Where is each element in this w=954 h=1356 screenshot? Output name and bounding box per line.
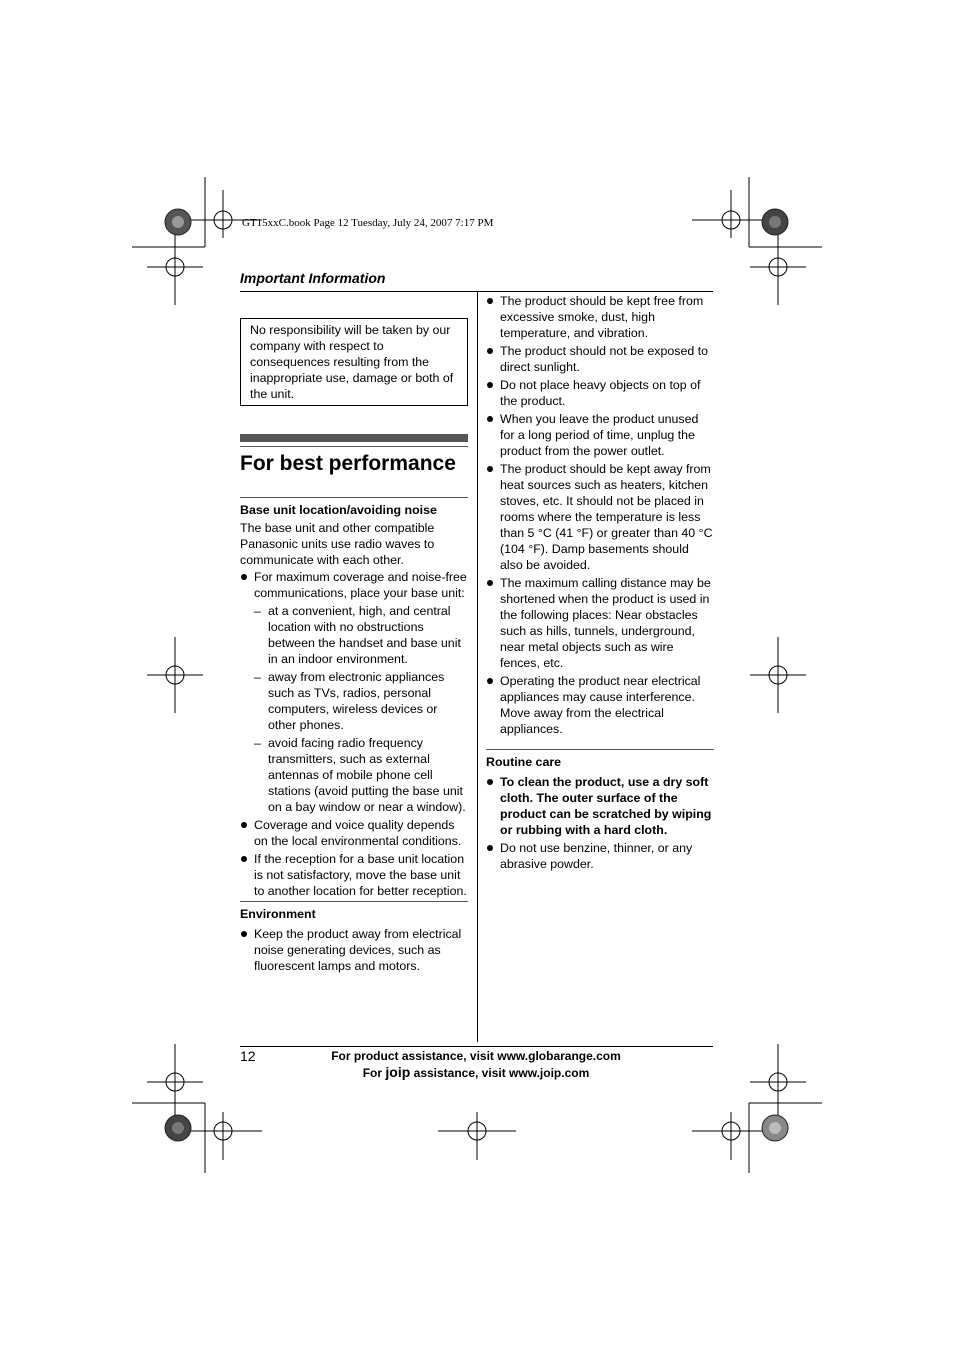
list-item: If the reception for a base unit location is not satisfactory, move the base unit to another location for better reception. [240,851,468,899]
crosshair-left-middle-icon [147,637,203,713]
list-item [254,735,468,815]
dash-mark: – [254,736,261,750]
crosshair-left-lower-icon [147,1044,203,1120]
joip-logo: joip [385,1064,411,1080]
heading-line [240,446,468,447]
base-unit-intro: The base unit and other compatible Panasonic units use radio waves to communicate with each other. [240,521,435,567]
list-item [254,669,468,733]
color-wheel-top-left-icon [165,209,191,235]
list-item: The product should be kept away from heat sources such as heaters, kitchen stoves, etc. It should not be placed in rooms where the temperature is less than 5 °C (41 °F) or greater than 40 °C (104 °F). Damp basements should also be avoided. [486,461,714,573]
footer-line-2-suffix: assistance, visit www.joip.com [413,1066,590,1080]
list-item [254,603,468,667]
color-wheel-top-right-icon [762,209,788,235]
routine-care-list [486,774,714,872]
list-item: Coverage and voice quality depends on the local environmental conditions. [240,817,468,849]
crosshair-bottom-right-icon [692,1112,770,1160]
placement-item-2: away from electronic appliances such as TVs, radios, personal computers, wireless devices or other phones. [268,670,445,732]
crosshair-bottom-center-icon [438,1112,516,1160]
list-item: Do not place heavy objects on top of the product. [486,377,714,409]
list-item: Do not use benzine, thinner, or any abrasive powder. [486,840,714,872]
crosshair-top-left-icon [185,190,262,238]
list-item: The product should be kept free from excessive smoke, dust, high temperature, and vibration. [486,293,714,341]
footer-line-1: For product assistance, visit www.globarange.com [331,1049,621,1063]
routine-care-subheading: Routine care [486,749,714,770]
crosshair-top-right-icon [692,190,770,238]
crosshair-right-middle-icon [750,637,806,713]
heading-bar [240,434,468,442]
page-number: 12 [240,1048,256,1064]
crosshair-right-upper-icon [750,229,806,305]
base-unit-bullet-1: For maximum coverage and noise-free communications, place your base unit: [254,570,467,600]
list-item: The product should not be exposed to direct sunlight. [486,343,714,375]
list-item: Operating the product near electrical appliances may cause interference. Move away from the electrical appliances. [486,673,714,737]
crosshair-right-lower-icon [750,1044,806,1120]
footer-line-2-prefix: For [362,1066,383,1080]
footer-rule [240,1046,713,1047]
color-wheel-bottom-right-icon [762,1115,788,1141]
list-item [240,569,468,815]
list-item: When you leave the product unused for a long period of time, unplug the product from the power outlet. [486,411,714,459]
list-item: To clean the product, use a dry soft cloth. The outer surface of the product can be scratched by wiping or rubbing with a hard cloth. [486,774,714,838]
dash-mark: – [254,670,261,684]
section-title: Important Information [240,270,386,286]
right-column [486,293,714,874]
base-unit-list [240,569,468,899]
placement-item-1: at a convenient, high, and central location with no obstructions between the handset and base unit in an indoor environment. [268,604,461,666]
list-item: Keep the product away from electrical noise generating devices, such as fluorescent lamps and motors. [240,926,468,974]
dash-mark: – [254,604,261,618]
page-heading: For best performance [240,452,456,475]
color-wheel-bottom-left-icon [165,1115,191,1141]
base-unit-subheading: Base unit location/avoiding noise [240,497,468,518]
placement-list [254,603,468,815]
placement-item-3: avoid facing radio frequency transmitters, such as external antennas of mobile phone cell stations (avoid putting the base unit on a bay window or near a window). [268,736,466,814]
environment-list-left [240,926,468,974]
crosshair-bottom-left-icon [185,1112,262,1160]
environment-list-right [486,293,714,737]
environment-subheading: Environment [240,901,468,922]
notice-box: No responsibility will be taken by our company with respect to consequences resulting from the inappropriate use, damage or both of the unit. [240,318,468,406]
print-header: GT15xxC.book Page 12 Tuesday, July 24, 2007 7:17 PM [242,217,494,229]
column-divider [477,292,478,1042]
left-column [240,318,468,976]
footer-line-2 [300,1064,652,1080]
list-item: The maximum calling distance may be shortened when the product is used in the following places: Near obstacles such as hills, tunnels, underground, near metal objects such as wire fences, etc. [486,575,714,671]
crosshair-left-upper-icon [147,229,203,305]
